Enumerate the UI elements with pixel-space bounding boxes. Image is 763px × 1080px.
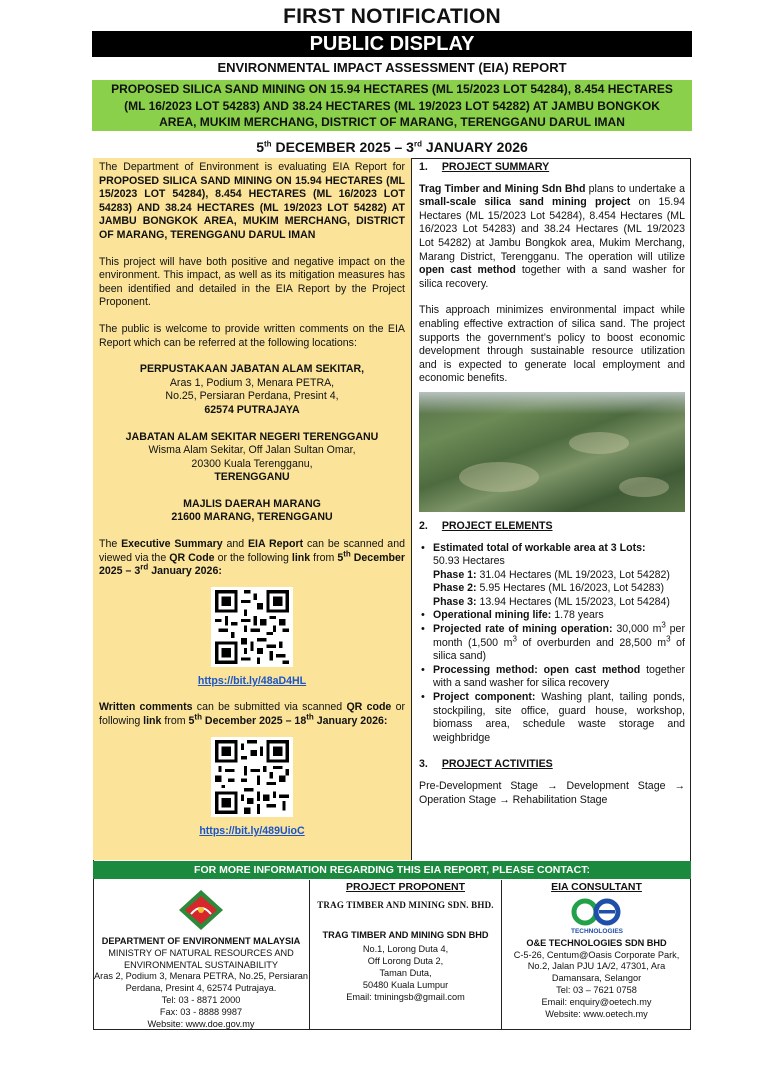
qr-code-report[interactable] <box>211 587 293 667</box>
aerial-site-photo <box>419 392 685 512</box>
comments-link[interactable]: https://bit.ly/489UioC <box>199 824 305 837</box>
section-project-summary: 1. PROJECT SUMMARY <box>419 161 550 173</box>
intro-text: The Department of Environment is evaluating EIA Report for PROPOSED SILICA SAND MINING ON 15.94 HECTARES (ML 15/2023 LOT 54284), 8.454 HECTARES (ML 16/2023 LOT 54283) AND 38.24 HECTARES (ML 19/2023 LOT 54282) AT JAMBU BONGKOK AREA, MUKIM MERCHANG, DISTRICT OF MARANG, TERENGGANU DARUL IMAN <box>99 161 405 241</box>
qr-code-comments[interactable] <box>211 737 293 817</box>
consultant-heading: EIA CONSULTANT <box>551 881 642 893</box>
location-jas-terengganu: JABATAN ALAM SEKITAR NEGERI TERENGGANU Wisma Alam Sekitar, Off Jalan Sultan Omar, 20300 Kuala Terengganu, TERENGGANU <box>125 430 379 484</box>
consultant-contact: EIA CONSULTANT TECHNOLOGIES O&E TECHNOLOGIES SDN BHD C-5-26, Centum@Oasis Corporate Park, No.2, Jalan PJU 1A/2, 47301, Ara Damansara, Selangor Tel: 03 – 7621 0758 Email: enquiry@oetech.my Website: www.oetech.my <box>502 880 691 1030</box>
report-link[interactable]: https://bit.ly/48aD4HL <box>197 674 307 687</box>
left-panel <box>93 158 412 860</box>
public-display-bar: PUBLIC DISPLAY <box>92 31 692 57</box>
oe-logo <box>502 896 691 936</box>
list-item: • Operational mining life: 1.78 years <box>431 609 685 623</box>
doe-name: DEPARTMENT OF ENVIRONMENT MALAYSIA <box>101 936 301 946</box>
summary-text: Trag Timber and Mining Sdn Bhd plans to undertake a small-scale silica sand mining project on 15.94 Hectares (ML 15/2023 Lot 54284), 8.454 Hectares (ML 16/2023 Lot 54283) and 38.24 Hectares (ML 19/2023 Lot 54282) at Jambu Bongkok area, Mukim Merchang, Marang District, Terengganu. The operation will utilize open cast method together with a sand washer for silica recovery. <box>419 182 685 290</box>
consultant-name: O&E TECHNOLOGIES SDN BHD <box>526 937 667 948</box>
display-period: 5th DECEMBER 2025 – 3rd JANUARY 2026 <box>256 139 528 155</box>
approach-text: This approach minimizes environmental impact while enabling effective extraction of silica sand. The project supports the government’s policy to boost economic development through sustainable resource utilization and is expected to generate local employment and economic benefits. <box>419 304 685 385</box>
public-text: The public is welcome to provide written comments on the EIA Report which can be referred at the following locations: <box>99 322 405 349</box>
section-project-elements: 2. PROJECT ELEMENTS <box>419 519 553 532</box>
oe-logo-word: TECHNOLOGIES <box>570 927 623 935</box>
banner-line: (ML 16/2023 LOT 54283) AND 38.24 HECTARES (ML 19/2023 LOT 54282) AT JAMBU BONGKOK <box>124 98 660 113</box>
list-item: • Projected rate of mining operation: 30,000 $m^3$ per month (1,500 $m^3$ of overburden and 28,500 $m^3$ of silica sand) <box>431 623 685 664</box>
doe-contact: DEPARTMENT OF ENVIRONMENT MALAYSIA MINISTRY OF NATURAL RESOURCES AND ENVIRONMENTAL SUSTAINABILITY Aras 2, Podium 3, Menara PETRA, No.25, Persiaran Perdana, Presint 4, 62574 Putrajaya. Tel: 03 - 8871 2000 Fax: 03 - 8888 9987 Website: www.doe.gov.my <box>93 880 310 1030</box>
right-panel <box>413 158 691 860</box>
report-subtitle: ENVIRONMENTAL IMPACT ASSESSMENT (EIA) REPORT <box>217 60 567 75</box>
banner-line: AREA, MUKIM MERCHANG, DISTRICT OF MARANG, TERENGGANU DARUL IMAN <box>159 115 625 129</box>
list-item: • Processing method: open cast method together with a sand washer for silica recovery <box>431 664 685 691</box>
scan-instructions: The Executive Summary and EIA Report can be scanned and viewed via the QR Code or the following link from 5th December 2025 – 3rd January 2026: <box>99 538 405 578</box>
proponent-heading: PROJECT PROPONENT <box>345 881 466 893</box>
elements-list <box>419 542 685 746</box>
project-title-banner <box>92 80 692 131</box>
proponent-contact: PROJECT PROPONENT TRAG TIMBER AND MINING SDN. BHD. TRAG TIMBER AND MINING SDN BHD No.1, Lorong Duta 4, Off Lorong Duta 2, Taman Duta, 50480 Kuala Lumpur Email: tminingsb@gmail.com <box>310 880 502 1030</box>
location-perpustakaan: PERPUSTAKAAN JABATAN ALAM SEKITAR, Aras 1, Podium 3, Menara PETRA, No.25, Persiaran Perdana, Presint 4, 62574 PUTRAJAYA <box>139 363 365 416</box>
proponent-signature: TRAG TIMBER AND MINING SDN. BHD. <box>317 899 494 910</box>
activities-text: Pre-Development Stage → Development Stage → Operation Stage → Rehabilitation Stage <box>419 780 685 806</box>
banner-line: PROPOSED SILICA SAND MINING ON 15.94 HECTARES (ML 15/2023 LOT 54284), 8.454 HECTARES <box>111 82 673 96</box>
list-item: • Estimated total of workable area at 3 Lots: 50.93 Hectares Phase 1: 31.04 Hectares (ML 19/2023, Lot 54282) Phase 2: 5.95 Hectares (ML 16/2023, Lot 54283) Phase 3: 13.94 Hectares (ML 15/2023, Lot 54284) <box>431 542 685 610</box>
location-majlis-marang: MAJLIS DAERAH MARANG 21600 MARANG, TERENGGANU <box>171 497 333 524</box>
section-project-activities: 3. PROJECT ACTIVITIES <box>419 758 553 771</box>
contact-bar: FOR MORE INFORMATION REGARDING THIS EIA REPORT, PLEASE CONTACT: <box>93 861 691 879</box>
proponent-name: TRAG TIMBER AND MINING SDN BHD <box>322 929 489 940</box>
impact-text: This project will have both positive and negative impact on the environment. This impact, as well as its mitigation measures has been identified and detailed in the EIA Report by the Project Proponent. <box>99 255 405 309</box>
notice-title: FIRST NOTIFICATION <box>283 5 501 28</box>
comments-instructions: Written comments can be submitted via scanned QR code or following link from 5th December 2025 – 18th January 2026: <box>99 701 405 728</box>
doe-logo <box>93 886 309 932</box>
list-item: • Project component: Washing plant, tailing ponds, stockpiling, site office, guard house, workshop, biomass area, schedule waste storage and weighbridge <box>431 691 685 745</box>
